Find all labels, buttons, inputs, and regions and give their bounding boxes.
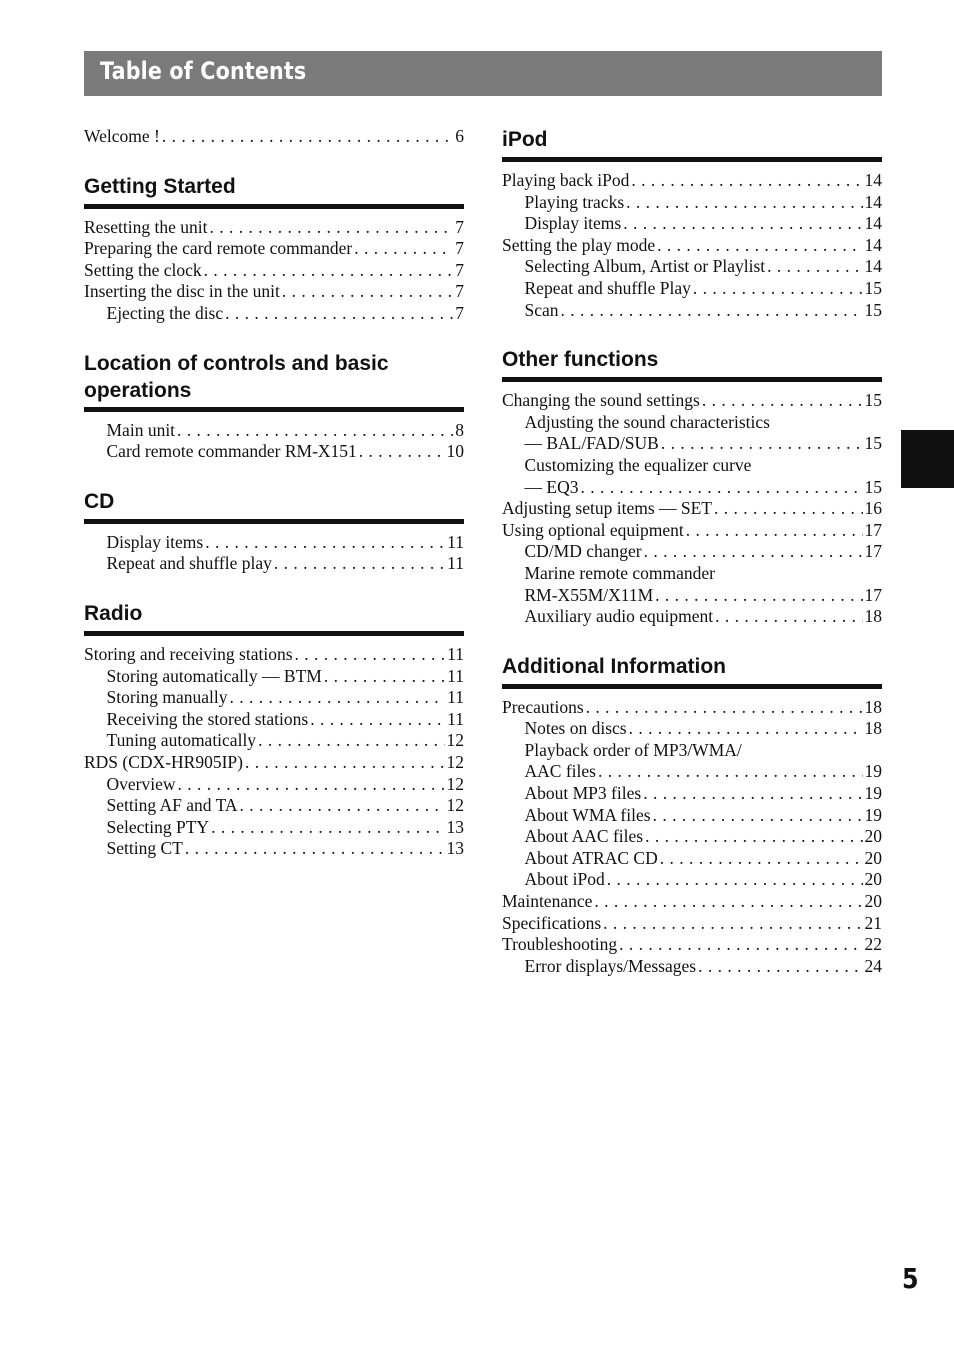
dot-leader [204, 260, 454, 282]
toc-entry[interactable] [502, 192, 882, 214]
toc-entry-page: 15 [864, 390, 882, 411]
section-heading: Other functions [502, 346, 882, 382]
toc-entry-label: AAC files [524, 761, 596, 782]
toc-entry[interactable] [502, 606, 882, 628]
toc-entry-label: Tuning automatically [106, 730, 257, 751]
toc-entry-page: 14 [864, 234, 882, 255]
dot-leader [240, 795, 445, 817]
toc-entry-label: Inserting the disc in the unit [84, 281, 280, 302]
section-tab-marker [901, 430, 954, 488]
toc-entry-label: Maintenance [502, 891, 593, 912]
toc-entry-page: 20 [864, 869, 882, 890]
dot-leader [767, 256, 862, 278]
toc-entry-label: Selecting Album, Artist or Playlist [524, 256, 766, 277]
toc-entry-page: 12 [446, 795, 464, 816]
toc-entry[interactable] [84, 730, 464, 752]
toc-entry-label: Storing manually [106, 687, 228, 708]
toc-entry[interactable] [84, 238, 464, 260]
toc-entry-page: 14 [864, 256, 882, 277]
toc-entry[interactable] [84, 709, 464, 731]
toc-entry[interactable] [502, 826, 882, 848]
toc-entry[interactable] [502, 869, 882, 891]
toc-entry-page: 8 [455, 419, 464, 440]
dot-leader [185, 838, 445, 860]
dot-leader [274, 553, 445, 575]
toc-entry-label: Playback order of MP3/WMA/ [524, 739, 742, 760]
toc-entry-page: 7 [455, 259, 464, 280]
toc-entry-page: 20 [864, 891, 882, 912]
toc-entry[interactable] [502, 697, 882, 719]
toc-entry-page: 13 [446, 838, 464, 859]
dot-leader [619, 934, 862, 956]
toc-entry-label: Storing automatically — BTM [106, 665, 322, 686]
toc-entry[interactable] [502, 740, 882, 762]
toc-entry-label: Display items [106, 531, 204, 552]
toc-entry[interactable] [502, 213, 882, 235]
toc-entry-label: Selecting PTY [106, 816, 210, 837]
dot-leader [645, 826, 862, 848]
toc-entry-label: — BAL/FAD/SUB [524, 433, 659, 454]
toc-entry-label: Notes on discs [524, 718, 627, 739]
toc-entry[interactable] [502, 256, 882, 278]
dot-leader [225, 303, 453, 325]
toc-entry[interactable] [502, 585, 882, 607]
section-heading: Location of controls and basic operations [84, 350, 464, 412]
toc-entry[interactable] [502, 520, 882, 542]
toc-entry-page: 22 [864, 934, 882, 955]
toc-entry-list [502, 390, 882, 628]
toc-entry-label: Storing and receiving stations [84, 643, 293, 664]
toc-entry-label: Adjusting the sound characteristics [524, 411, 770, 432]
toc-entry-label: Customizing the equalizer curve [524, 454, 752, 475]
toc-entry[interactable] [502, 956, 882, 978]
toc-entry-label: Specifications [502, 912, 602, 933]
toc-entry-page: 16 [864, 498, 882, 519]
toc-entry-label: Ejecting the disc [106, 302, 224, 323]
dot-leader [209, 217, 453, 239]
toc-entry[interactable] [84, 441, 464, 463]
toc-entry-page: 11 [447, 553, 464, 574]
toc-entry[interactable] [502, 805, 882, 827]
toc-entry-list [502, 170, 882, 321]
dot-leader [603, 913, 862, 935]
toc-entry-page: 18 [864, 606, 882, 627]
section-heading: iPod [502, 126, 882, 162]
toc-entry[interactable] [84, 532, 464, 554]
toc-entry-label: Changing the sound settings [502, 390, 700, 411]
dot-leader [310, 709, 445, 731]
dot-leader [653, 805, 863, 827]
toc-entry-page: 11 [447, 531, 464, 552]
dot-leader [586, 697, 863, 719]
toc-entry-label: Using optional equipment [502, 519, 684, 540]
toc-entry[interactable] [502, 300, 882, 322]
toc-entry-label: Auxiliary audio equipment [524, 606, 714, 627]
toc-entry-page: 19 [864, 761, 882, 782]
toc-entry-page: 11 [447, 687, 464, 708]
toc-entry-page: 7 [455, 281, 464, 302]
toc-entry-label: Resetting the unit [84, 216, 208, 237]
toc-entry-label: Scan [524, 299, 559, 320]
dot-leader [715, 606, 862, 628]
dot-leader [295, 644, 446, 666]
toc-entry-label: Marine remote commander [524, 562, 715, 583]
toc-entry-page: 19 [864, 783, 882, 804]
dot-leader [594, 891, 862, 913]
toc-entry[interactable] [84, 666, 464, 688]
toc-section-getting-started [84, 173, 464, 325]
toc-entry-list [84, 217, 464, 325]
toc-entry-label: Playing tracks [524, 191, 625, 212]
dot-leader [282, 281, 453, 303]
toc-entry-label: Setting AF and TA [106, 795, 238, 816]
toc-entry-label: Adjusting setup items — SET [502, 498, 712, 519]
toc-entry-page: 15 [864, 299, 882, 320]
page-number: 5 [902, 1262, 919, 1295]
toc-entry-page: 13 [446, 816, 464, 837]
toc-entry-label: About WMA files [524, 804, 651, 825]
toc-entry-label: Preparing the card remote commander [84, 238, 353, 259]
toc-entry-page: 7 [455, 216, 464, 237]
dot-leader [607, 869, 863, 891]
toc-entry[interactable] [502, 278, 882, 300]
toc-entry[interactable] [84, 795, 464, 817]
toc-right-column [502, 126, 882, 977]
toc-entry[interactable] [502, 477, 882, 499]
toc-entry-label: Welcome ! [84, 126, 160, 146]
toc-section-ipod [502, 126, 882, 321]
dot-leader [693, 278, 863, 300]
toc-entry[interactable] [502, 761, 882, 783]
toc-entry-label: Card remote commander RM-X151 [106, 441, 357, 462]
toc-entry-page: 15 [864, 476, 882, 497]
toc-entry[interactable] [502, 455, 882, 477]
dot-leader [178, 774, 445, 796]
dot-leader [324, 666, 445, 688]
toc-section-radio [84, 600, 464, 860]
dot-leader [359, 441, 445, 463]
toc-entry-page: 17 [864, 519, 882, 540]
toc-entry-page: 12 [446, 751, 464, 772]
toc-entry-page: 15 [864, 433, 882, 454]
toc-entry-label: CD/MD changer [524, 541, 642, 562]
page-title: Table of Contents [100, 57, 307, 85]
dot-leader [211, 817, 444, 839]
toc-entry-page: 18 [864, 696, 882, 717]
toc-entry-label: Playing back iPod [502, 170, 630, 190]
toc-entry-list [84, 126, 464, 148]
toc-entry-label: Troubleshooting [502, 934, 618, 955]
section-heading: Additional Information [502, 653, 882, 689]
dot-leader [686, 520, 863, 542]
toc-entry[interactable] [502, 390, 882, 412]
toc-entry-page: 19 [864, 804, 882, 825]
toc-entry-label: Display items [524, 213, 622, 234]
dot-leader [644, 541, 863, 563]
toc-entry-label: Setting the clock [84, 259, 202, 280]
dot-leader [230, 687, 446, 709]
toc-entry-label: Repeat and shuffle Play [524, 277, 691, 298]
dot-leader [631, 170, 862, 192]
toc-entry[interactable] [84, 752, 464, 774]
toc-section-cd [84, 488, 464, 575]
toc-entry-page: 14 [864, 191, 882, 212]
section-spacer [84, 325, 464, 350]
toc-entry[interactable] [84, 126, 464, 148]
toc-entry-list [502, 697, 882, 978]
toc-entry-label: RM-X55M/X11M [524, 584, 654, 605]
toc-left-column [84, 126, 464, 860]
dot-leader [655, 585, 862, 607]
toc-entry-label: Overview [106, 773, 176, 794]
toc-entry-label: Error displays/Messages [524, 955, 697, 976]
toc-entry[interactable] [502, 170, 882, 192]
toc-entry-page: 11 [447, 708, 464, 729]
toc-entry[interactable] [502, 783, 882, 805]
toc-entry[interactable] [502, 235, 882, 257]
toc-entry-page: 14 [864, 170, 882, 190]
toc-entry[interactable] [502, 433, 882, 455]
toc-entry-label: Main unit [106, 419, 176, 440]
dot-leader [643, 783, 862, 805]
section-spacer [84, 148, 464, 173]
toc-entry[interactable] [84, 644, 464, 666]
toc-entry-page: 24 [864, 955, 882, 976]
dot-leader [626, 192, 862, 214]
toc-entry-label: — EQ3 [524, 476, 579, 497]
dot-leader [702, 390, 863, 412]
toc-entry-page: 21 [864, 912, 882, 933]
toc-entry[interactable] [502, 891, 882, 913]
toc-entry-page: 12 [446, 730, 464, 751]
toc-entry[interactable] [502, 934, 882, 956]
toc-entry[interactable] [84, 260, 464, 282]
toc-section-other-functions [502, 346, 882, 628]
toc-entry-label: Setting the play mode [502, 234, 656, 255]
toc-entry-label: Repeat and shuffle play [106, 553, 272, 574]
toc-entry-label: About MP3 files [524, 783, 642, 804]
toc-entry-page: 17 [864, 541, 882, 562]
toc-entry-label: Precautions [502, 696, 584, 717]
toc-entry-page: 7 [455, 302, 464, 323]
dot-leader [177, 420, 453, 442]
toc-entry[interactable] [84, 687, 464, 709]
toc-entry-label: About AAC files [524, 826, 644, 847]
title-bar [84, 51, 882, 96]
dot-leader [661, 433, 863, 455]
dot-leader [698, 956, 862, 978]
section-heading: Getting Started [84, 173, 464, 209]
toc-section-additional-information [502, 653, 882, 978]
toc-entry-label: RDS (CDX-HR905IP) [84, 751, 243, 772]
dot-leader [714, 498, 863, 520]
toc-entry-page: 7 [455, 238, 464, 259]
dot-leader [660, 848, 863, 870]
dot-leader [258, 730, 444, 752]
dot-leader [561, 300, 863, 322]
toc-entry-page: 11 [447, 665, 464, 686]
toc-entry-label: About iPod [524, 869, 605, 890]
toc-entry-list [84, 532, 464, 575]
section-heading: CD [84, 488, 464, 524]
toc-entry[interactable] [84, 281, 464, 303]
toc-entry[interactable] [502, 563, 882, 585]
dot-leader [245, 752, 445, 774]
toc-section-intro [84, 126, 464, 148]
toc-entry-page: 20 [864, 847, 882, 868]
toc-entry[interactable] [84, 553, 464, 575]
toc-entry-page: 17 [864, 584, 882, 605]
dot-leader [205, 532, 445, 554]
dot-leader [354, 238, 453, 260]
toc-entry-page: 6 [455, 126, 464, 146]
toc-entry-page: 12 [446, 773, 464, 794]
toc-entry[interactable] [502, 848, 882, 870]
toc-entry-label: Receiving the stored stations [106, 708, 309, 729]
toc-entry[interactable] [84, 303, 464, 325]
toc-entry[interactable] [502, 498, 882, 520]
toc-entry-page: 14 [864, 213, 882, 234]
toc-entry[interactable] [84, 838, 464, 860]
toc-entry[interactable] [502, 718, 882, 740]
toc-entry[interactable] [84, 817, 464, 839]
dot-leader [162, 126, 453, 148]
toc-section-location-of-controls-and-basic-operations [84, 350, 464, 463]
dot-leader [598, 761, 863, 783]
toc-entry-label: About ATRAC CD [524, 847, 658, 868]
toc-entry-list [84, 420, 464, 463]
toc-entry-page: 18 [864, 718, 882, 739]
dot-leader [657, 235, 862, 257]
dot-leader [580, 477, 862, 499]
section-spacer [502, 321, 882, 346]
toc-entry[interactable] [502, 412, 882, 434]
section-spacer [502, 628, 882, 653]
toc-entry-page: 10 [446, 441, 464, 462]
toc-entry[interactable] [502, 541, 882, 563]
toc-entry[interactable] [84, 217, 464, 239]
toc-entry-label: Setting CT [106, 838, 183, 859]
toc-entry-page: 15 [864, 277, 882, 298]
dot-leader [623, 213, 862, 235]
dot-leader [629, 718, 863, 740]
toc-entry[interactable] [84, 420, 464, 442]
section-heading: Radio [84, 600, 464, 636]
toc-entry-page: 11 [447, 643, 464, 664]
section-spacer [84, 575, 464, 600]
toc-entry-list [84, 644, 464, 860]
section-spacer [84, 463, 464, 488]
toc-entry[interactable] [502, 913, 882, 935]
toc-entry-page: 20 [864, 826, 882, 847]
toc-entry[interactable] [84, 774, 464, 796]
